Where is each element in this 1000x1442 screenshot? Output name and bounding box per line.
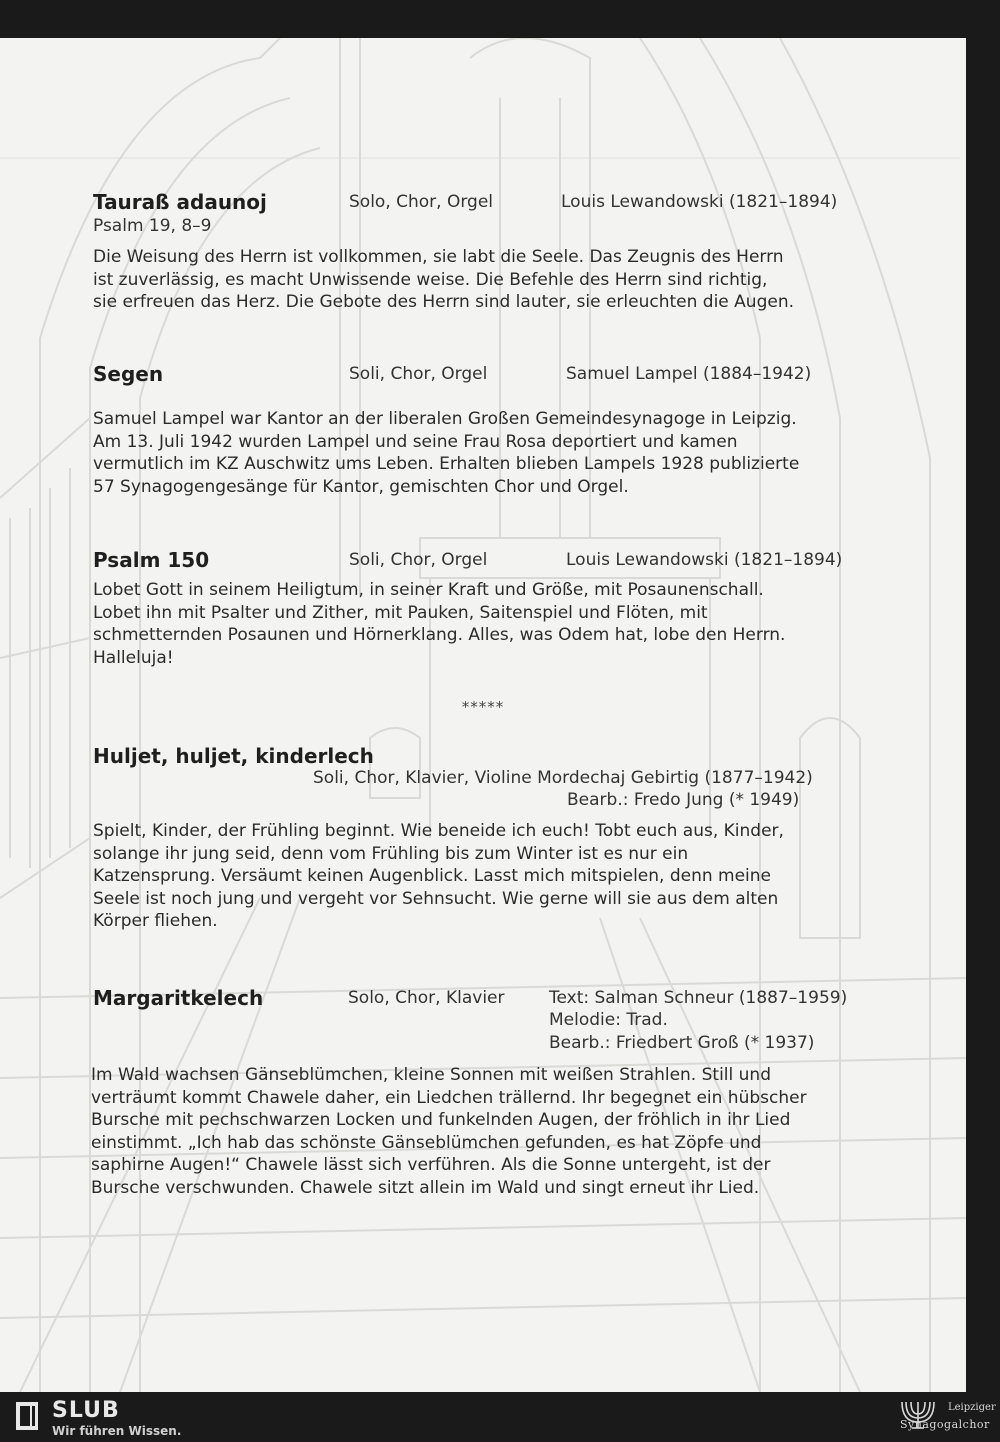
library-name: SLUB — [52, 1398, 120, 1423]
piece-instruments: Soli, Chor, Orgel — [349, 364, 488, 384]
piece-psalm-150 — [93, 548, 893, 669]
piece-composer: Samuel Lampel (1884–1942) — [566, 364, 812, 384]
piece-taurass-adaunoj — [93, 190, 893, 314]
piece-huljet-huljet-kinderlech — [93, 744, 893, 933]
piece-melody: Melodie: Trad. — [549, 1010, 668, 1030]
section-separator: ***** — [461, 698, 505, 716]
piece-description: Samuel Lampel war Kantor an der liberalen Großen Gemeindesynagoge in Leipzig. Am 13. Juli 1942 wurden Lampel und seine Frau Rosa deportiert und kamen vermutlich im KZ Auschwitz ums Leben. Erhalten blieben Lampels 1928 publizierte 57 Synagogengesänge für Kantor, gemischten Chor und Orgel. — [93, 409, 800, 497]
piece-description: Spielt, Kinder, der Frühling beginnt. Wie beneide ich euch! Tobt euch aus, Kinder, solange ihr jung seid, denn vom Frühling bis zum Winter ist es nur ein Katzensprung. Versäumt keinen Augenblick. Lasst mich mitspielen, denn meine Seele ist noch jung und vergeht vor Sehnsucht. Wie gerne will sie aus dem alten Körper fliehen. — [93, 821, 784, 931]
library-motto: Wir führen Wissen. — [52, 1424, 182, 1438]
choir-name-line1: Leipziger — [948, 1402, 996, 1413]
piece-instruments: Solo, Chor, Klavier — [348, 988, 505, 1008]
program-page — [0, 38, 966, 1392]
piece-subtitle: Psalm 19, 8–9 — [93, 216, 212, 236]
piece-margaritkelech — [93, 986, 893, 1199]
piece-description: Die Weisung des Herrn ist vollkommen, sie labt die Seele. Das Zeugnis des Herrn ist zuverlässig, es macht Unwissende weise. Die Befehle des Herrn sind richtig, sie erfreuen das Herz. Die Gebote des Herrn sind lauter, sie erleuchten die Augen. — [93, 247, 795, 312]
piece-lyricist: Text: Salman Schneur (1887–1959) — [549, 988, 848, 1008]
choir-name-line2: Synagogalchor — [900, 1418, 990, 1431]
piece-arranger: Bearb.: Fredo Jung (* 1949) — [567, 790, 800, 810]
piece-composer: Louis Lewandowski (1821–1894) — [561, 192, 838, 212]
piece-description: Lobet Gott in seinem Heiligtum, in seiner Kraft und Größe, mit Posaunenschall. Lobet ihn mit Psalter und Zither, mit Pauken, Saitenspiel und Flöten, mit schmetternden Posaunen und Hörnerklang. Alles, was Odem hat, lobe den Herrn. Halleluja! — [93, 580, 786, 668]
piece-segen — [93, 362, 893, 498]
piece-title: Tauraß adaunoj — [93, 190, 267, 214]
piece-title: Segen — [93, 362, 164, 386]
piece-arranger: Bearb.: Friedbert Groß (* 1937) — [549, 1033, 815, 1053]
piece-title: Margaritkelech — [93, 986, 264, 1010]
piece-instruments: Solo, Chor, Orgel — [349, 192, 494, 212]
piece-composer: Louis Lewandowski (1821–1894) — [566, 550, 843, 570]
footer-bar — [0, 1392, 1000, 1442]
piece-instruments: Soli, Chor, Orgel — [349, 550, 488, 570]
piece-description: Im Wald wachsen Gänseblümchen, kleine Sonnen mit weißen Strahlen. Still und verträumt kommt Chawele daher, ein Liedchen trällernd. Ihr begegnet ein hübscher Bursche mit pechschwarzen Locken und funkelnden Augen, der fröhlich in ihr Lied einstimmt. „Ich hab das schönste Gänseblümchen gefunden, es hat Zöpfe und saphirne Augen!“ Chawele lässt sich verführen. Als die Sonne untergeht, ist der Bursche verschwunden. Chawele sitzt allein im Wald und singt erneut ihr Lied. — [91, 1065, 807, 1198]
piece-instruments-composer: Soli, Chor, Klavier, Violine Mordechaj Gebirtig (1877–1942) — [313, 768, 813, 788]
piece-title: Huljet, huljet, kinderlech — [93, 744, 374, 768]
piece-title: Psalm 150 — [93, 548, 210, 572]
slub-logo-icon — [14, 1400, 44, 1432]
